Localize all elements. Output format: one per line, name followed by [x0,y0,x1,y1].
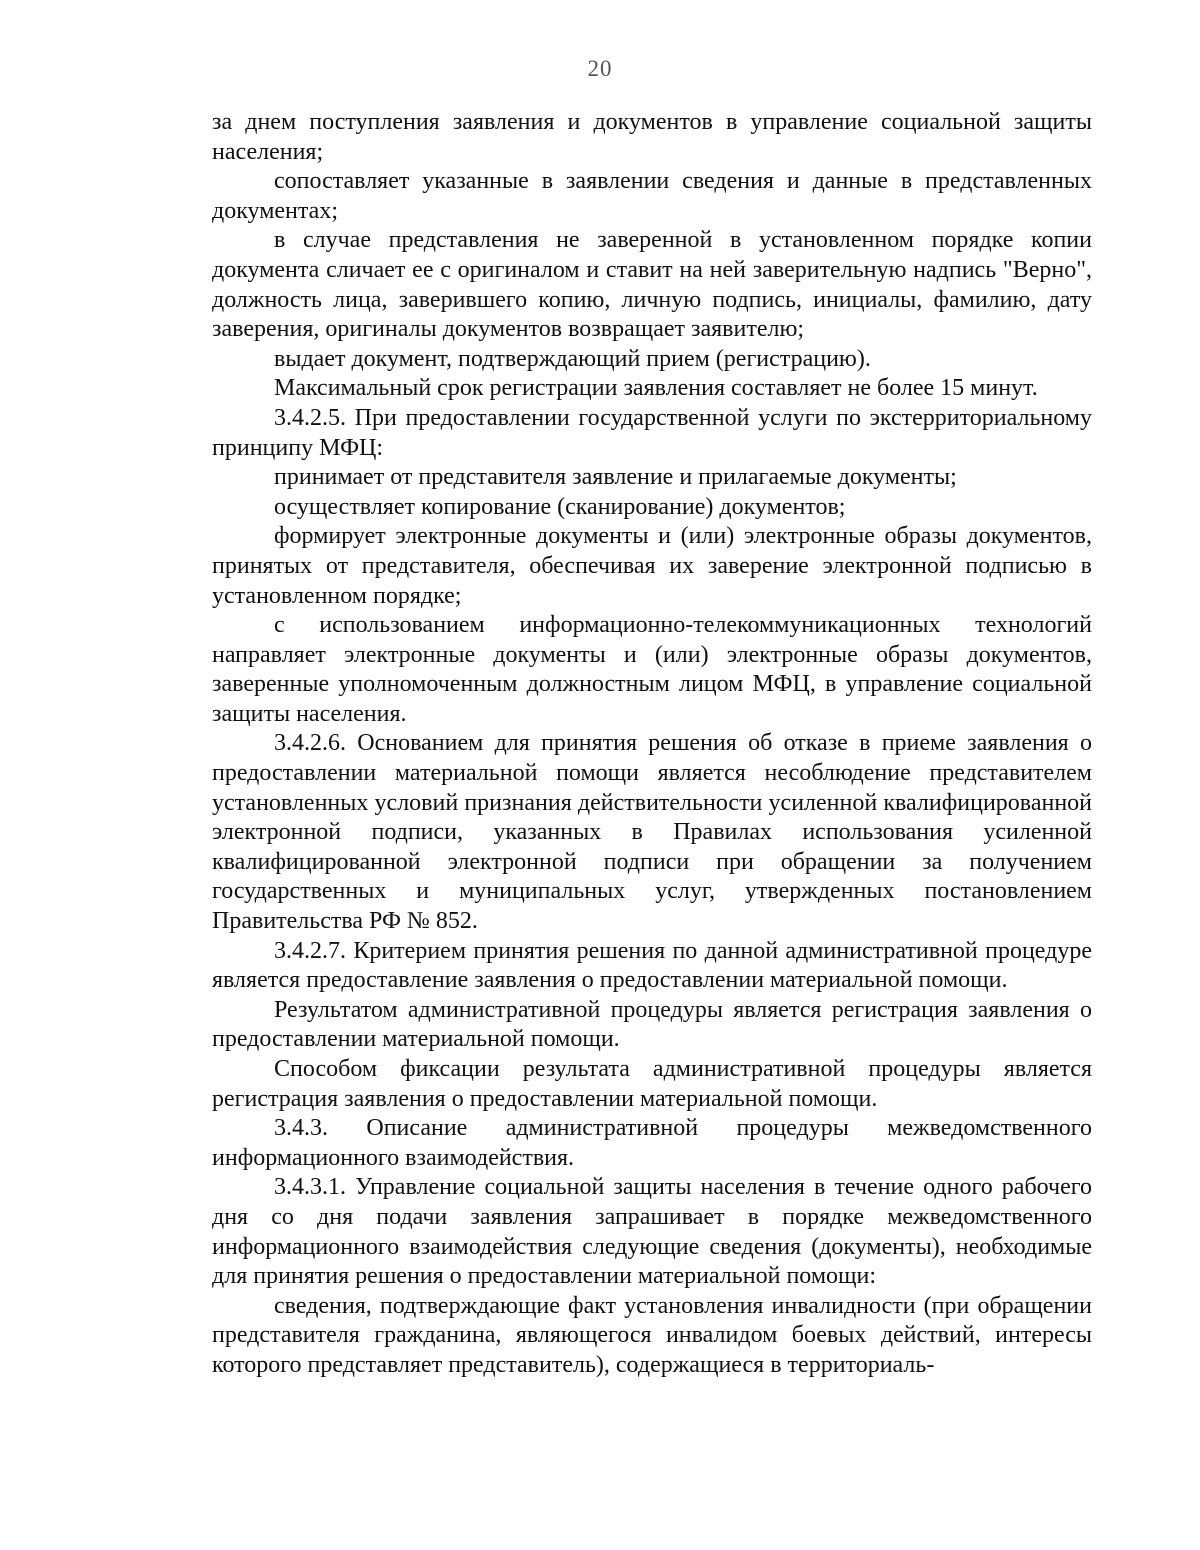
paragraph: 3.4.2.6. Основанием для принятия решения об отказе в приеме заявления о предоставлении материальной помощи является несоблюдение представителем установленных условий признания действительности усиленной квалифицированной электронной подписи, указанных в Правилах использования усиленной квалифицированной электронной подписи при обращении за получением государственных и муниципальных услуг, утвержденных постановлением Правительства РФ № 852. [212,730,1092,935]
page-number: 20 [587,56,613,81]
paragraph: принимает от представителя заявление и прилагаемые документы; [274,464,957,491]
paragraph: за днем поступления заявления и документов в управление социальной защиты населения; [212,109,1092,165]
paragraph: Максимальный срок регистрации заявления составляет не более 15 минут. [274,375,1038,402]
paragraph: Результатом административной процедуры является регистрация заявления о предоставлении материальной помощи. [212,996,1092,1053]
paragraph: сопоставляет указанные в заявлении сведения и данные в представленных документах; [212,168,1092,224]
paragraph: выдает документ, подтверждающий прием (регистрацию). [274,345,871,372]
paragraph: сведения, подтверждающие факт установления инвалидности (при обращении представителя гражданина, являющегося инвалидом боевых действий, интересы которого представляет представитель), содержащиеся в территориаль- [212,1292,1092,1378]
paragraph: 3.4.3.1. Управление социальной защиты населения в течение одного рабочего дня со дня подачи заявления запрашивает в порядке межведомственного информационного взаимодействия следующие сведения (документы), необходимые для принятия решения о предоставлении материальной помощи: [212,1174,1092,1290]
paragraph: с использованием информационно-телекоммуникационных технологий направляет электронные документы и (или) электронные образы документов, заверенные уполномоченным должностным лицом МФЦ, в управление социальной защиты населения. [212,612,1092,727]
paragraph: в случае представления не заверенной в установленном порядке копии документа сличает ее с оригиналом и ставит на ней заверительную надпись "Верно", должность лица, заверившего копию, личную подпись, инициалы, фамилию, дату заверения, оригиналы документов возвращает заявителю; [212,227,1092,343]
paragraph: осуществляет копирование (сканирование) документов; [274,493,846,520]
paragraph: 3.4.3. Описание административной процедуры межведомственного информационного взаимодействия. [212,1115,1092,1171]
paragraph: 3.4.2.5. При предоставлении государственной услуги по экстерриториальному принципу МФЦ: [212,404,1092,461]
document-body [212,108,1092,1381]
paragraph: формирует электронные документы и (или) электронные образы документов, принятых от представителя, обеспечивая их заверение электронной подписью в установленном порядке; [212,523,1092,609]
paragraph: Способом фиксации результата административной процедуры является регистрация заявления о предоставлении материальной помощи. [212,1056,1092,1112]
paragraph: 3.4.2.7. Критерием принятия решения по данной административной процедуре является предоставление заявления о предоставлении материальной помощи. [212,937,1092,994]
